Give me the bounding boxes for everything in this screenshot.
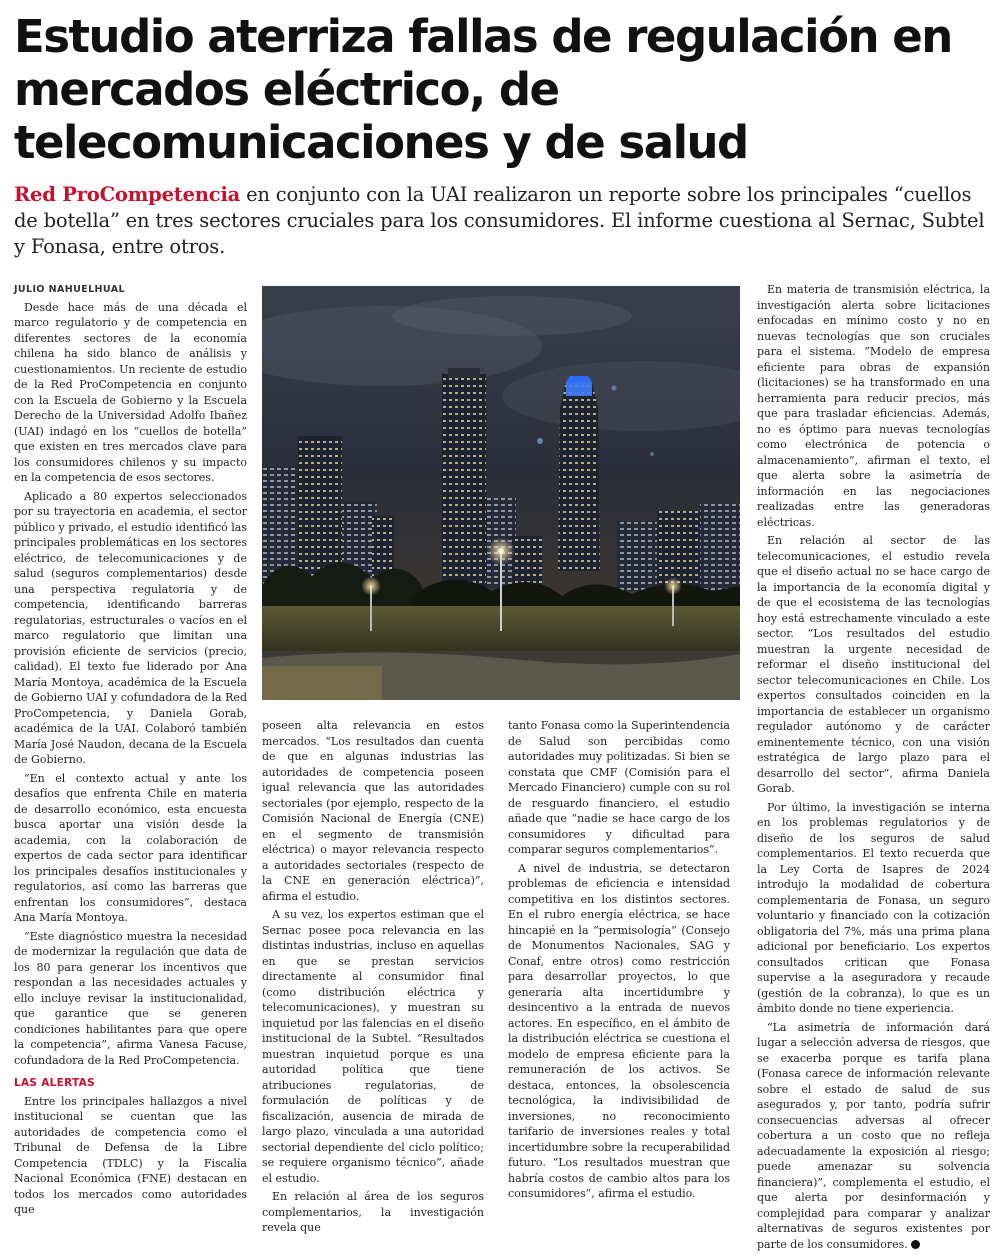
- column-4: [757, 282, 990, 1255]
- paragraph: Aplicado a 80 expertos seleccionados por su trayectoria en academia, el sector público y privado, el estudio identificó las principales problemáticas en los sectores eléctrico, de telecomunicaciones y de salud (seguros complementarios) desde una perspectiva regulatoria y de competencia, identificando barreras regulatorias, estructurales o vacíos en el marco regulatorio que limitan una provisión eficiente de servicios (precio, calidad). El texto fue liderado por Ana María Montoya, académica de la Escuela de Gobierno UAI y cofundadora de la Red ProCompetencia, y Daniela Gorab, académica de la UAI. Colaboró también María José Naudon, decana de la Escuela de Gobierno.: [14, 489, 247, 766]
- dek-text: en conjunto con la UAI realizaron un reporte sobre los principales “cuellos de botella” en tres sectores cruciales para los consumidores. El informe cuestiona al Sernac, Subtel y Fonasa, entre otros.: [14, 183, 985, 258]
- paragraph: tanto Fonasa como la Superintendencia de Salud son percibidas como autoridades muy politizadas. Si bien se constata que CMF (Comisión para el Mercado Financiero) cumple con su rol de resguardo financiero, el estudio añade que “nadie se hace cargo de los consumidores y dificultad para comparar seguros complementarios”.: [508, 719, 730, 856]
- paragraph: [757, 1020, 990, 1253]
- column-1: [14, 282, 247, 1221]
- column-3: [508, 718, 730, 1205]
- paragraph: “Este diagnóstico muestra la necesidad de modernizar la regulación que data de los 80 para generar los incentivos que respondan a las necesidades actuales y ello incluye revisar la institucionalidad, que garantice que se generen condiciones habilitantes para que opere la competencia”, afirma Vanesa Facuse, cofundadora de la Red ProCompetencia.: [14, 929, 247, 1067]
- paragraph-text: “La asimetría de información dará lugar a selección adversa de riesgos, que se exacerba porque es tarifa plana (Fonasa carece de información relevante sobre el estado de salud de sus asegurados y, por tanto, podría sufrir consecuencias adversas al ofrecer cobertura a un costo que no refleja adecuadamente la exposición al riesgo; puede amenazar su solvencia financiera)”, complementa el estudio, el que alerta por desinformación y complejidad para comparar y analizar alternativas de seguros existentes por parte de los consumidores.: [757, 1020, 990, 1251]
- paragraph: “En el contexto actual y ante los desafíos que enfrenta Chile en materia de desarrollo económico, esta encuesta busca aportar una visión desde la academia, con la colaboración de expertos de cada sector para identificar los principales desafíos institucionales y regulatorios, así como las barreras que enfrentan los consumidores”, destaca Ana María Montoya.: [14, 771, 247, 924]
- paragraph: En materia de transmisión eléctrica, la investigación alerta sobre licitaciones enfocadas en mínimo costo y no en nuevas tecnologías que son cruciales para el sistema. “Modelo de empresa eficiente para obras de expansión (licitaciones) se ha transformado en una herramienta para reducir precios, más que para trasladar eficiencias. Además, no es óptimo para nuevas tecnologías como electrónica de potencia o almacenamiento”, afirman el texto, el que alerta sobre la asimetría de información en las negociaciones realizadas entre las generadoras eléctricas.: [757, 283, 990, 529]
- paragraph: Desde hace más de una década el marco regulatorio y de competencia en diferentes sectores de la economía chilena ha sido blanco de análisis y cuestionamientos. Un reciente de estudio de la Red ProCompetencia en conjunto con la Escuela de Gobierno y la Escuela Derecho de la Universidad Adolfo Ibañez (UAI) indagó en los “cuellos de botella” que existen en tres mercados clave para los consumidores chilenos y su impacto en la competencia de esos sectores.: [14, 300, 247, 484]
- end-of-article-icon: [911, 1240, 920, 1249]
- paragraph: En relación al área de los seguros complementarios, la investigación revela que: [262, 1190, 484, 1234]
- skyline-illustration: [262, 286, 740, 700]
- paragraph: Por último, la investigación se interna en los problemas regulatorios y de diseño de los seguros de salud complementarios. El texto recuerda que la Ley Corta de Isapres de 2024 introdujo la modalidad de cobertura complementaria de Fonasa, un seguro voluntario y financiado con la cotización obligatoria del 7%, más una prima plana adicional por beneficiario. Los expertos consultados critican que Fonasa supervise a la aseguradora y recaude (gestión de la cobranza), lo que es un ámbito donde no tiene experiencia.: [757, 800, 990, 1015]
- dek-brand: Red ProCompetencia: [14, 183, 241, 206]
- subhead-alertas: LAS ALERTAS: [14, 1077, 95, 1089]
- column-2: [262, 718, 484, 1239]
- byline: JULIO NAHUELHUAL: [14, 284, 125, 295]
- dek: [14, 182, 989, 260]
- paragraph: A nivel de industria, se detectaron problemas de eficiencia e intensidad competitiva en los distintos sectores. En el rubro energía eléctrica, se hace hincapié en la “permisología” (Consejo de Monumentos Nacionales, SAG y Conaf, entre otros) como restricción para desarrollar proyectos, lo que generaría alta incertidumbre y desincentivo a la entrada de nuevos actores. En específico, en el ámbito de la distribución eléctrica se cuestiona el modelo de empresa eficiente para la remuneración de los activos. Se destaca, entonces, la obsolescencia tecnológica, la indivisibilidad de inversiones, no reconocimiento tarifario de inversiones reales y total incertidumbre sobre la recuperabilidad futuro. “Los resultados muestran que habría costos de cambio altos para los consumidores”, afirma el estudio.: [508, 861, 730, 1200]
- paragraph: A su vez, los expertos estiman que el Sernac posee poca relevancia en las distintas industrias, incluso en aquellas en que se prestan servicios directamente al consumidor final (como distribución eléctrica y telecomunicaciones), y muestran su inquietud por las falencias en el diseño institucional de la Subtel. “Resultados muestran inquietud porque es una autoridad política que tiene atribuciones regulatorias, de formulación de políticas y de fiscalización, ausencia de mirada de largo plazo, vinculada a una autoridad sectorial dependiente del ciclo político; se requiere organismo técnico”, añade el estudio.: [262, 908, 484, 1185]
- city-night-photo: [262, 286, 740, 700]
- headline: Estudio aterriza fallas de regulación en mercados eléctrico, de telecomunicaciones y de salud: [14, 10, 952, 169]
- paragraph: En relación al sector de las telecomunicaciones, el estudio revela que el diseño actual no se hace cargo de la importancia de la economía digital y de que el ecosistema de las tecnologías hoy está estrechamente vinculado a este sector. “Los resultados del estudio muestran la urgente necesidad de reformar el diseño institucional del sector telecomunicaciones en Chile. Los expertos consultados coinciden en la importancia de establecer un organismo regulador autónomo y de carácter eminentemente técnico, con una visión estratégica de largo plazo para el desarrollo del sector”, afirma Daniela Gorab.: [757, 534, 990, 795]
- paragraph: poseen alta relevancia en estos mercados. “Los resultados dan cuenta de que en algunas industrias las autoridades de competencia poseen igual relevancia que las autoridades sectoriales (por ejemplo, respecto de la Comisión Nacional de Energía (CNE) en el segmento de transmisión eléctrica) o mayor relevancia respecto a autoridades sectoriales (respecto de la CNE en generación eléctrica)”, afirma el estudio.: [262, 719, 484, 903]
- paragraph: Entre los principales hallazgos a nivel institucional se cuentan que las autoridades de competencia como el Tribunal de Defensa de la Libre Competencia (TDLC) y la Fiscalía Nacional Económica (FNE) destacan en todos los mercados como autoridades que: [14, 1094, 247, 1216]
